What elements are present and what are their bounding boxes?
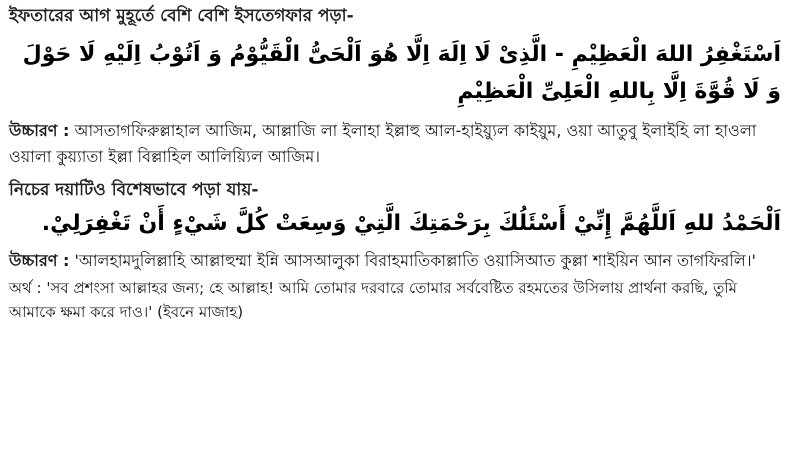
dua-arabic-text: اَلْحَمْدُ للهِ اَللَّهُمَّ إِنِّيْ أَسْئَلُكَ بِرَحْمَتِكَ الَّتِيْ وَسِعَتْ كُلَّ شَيْءٍ أَنْ تَغْفِرَلِيْ. xyxy=(41,211,781,236)
istighfar-pronunciation xyxy=(9,118,781,170)
pronunciation-label: উচ্চারণ : xyxy=(9,121,70,140)
meaning-label: অর্থ : xyxy=(9,279,42,297)
pronunciation-text: আসতাগফিরুল্লাহাল আজিম, আল্লাজি লা ইলাহা ইল্লাহু আল-হাইয়্যুল কাইয়ুম, ওয়া আতুবু ইলাইহি লা হাওলা ওয়ালা কুয়্যাতা ইল্লা বিল্লাহিল আলিয়্যিল আজিম। xyxy=(9,121,757,166)
pronunciation-label: উচ্চারণ : xyxy=(9,251,70,270)
istighfar-heading: ইফতারের আগ মুহূর্তে বেশি বেশি ইসতেগফার পড়া- xyxy=(9,6,354,26)
article-content xyxy=(9,4,781,324)
dua-meaning xyxy=(9,276,781,324)
istighfar-arabic-text: اَسْتَغْفِرُ اللهَ الْعَظِيْمِ - الَّذِىْ لَا اِلَهَ اِلَّا هُوَ اَلْحَىُّ الْقَيُّوْمُ وَ اَتُوْبُ اِلَيْهِ لَا حَوْلَ وَ لَا قُوَّةَ اِلَّا بِاللهِ الْعَلِىِّ الْعَظِيْمِ xyxy=(22,42,781,104)
meaning-text: 'সব প্রশংসা আল্লাহর জন্য; হে আল্লাহ! আমি তোমার দরবারে তোমার সর্ববেষ্টিত রহমতের উসিলায় প্রার্থনা করছি, তুমি আমাকে ক্ষমা করে দাও।' (ইবনে মাজাহ) xyxy=(9,279,738,321)
pronunciation-text: 'আলহামদুলিল্লাহি আল্লাহুম্মা ইন্নি আসআলুকা বিরাহমাতিকাল্লাতি ওয়াসিআত কুল্লা শাইয়িন আন তাগফিরলি।' xyxy=(74,251,756,270)
dua-heading: নিচের দয়াটিও বিশেষভাবে পড়া যায়- xyxy=(9,180,259,200)
dua-pronunciation xyxy=(9,248,781,274)
